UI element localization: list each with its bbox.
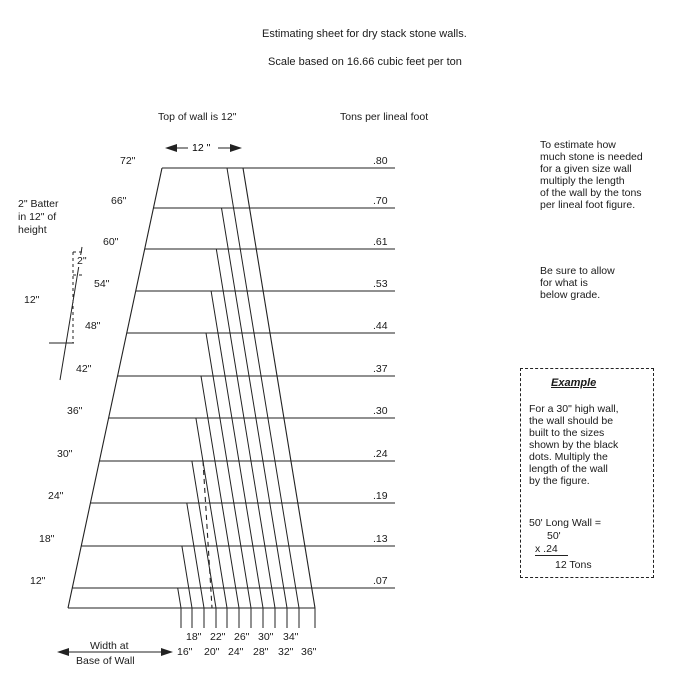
note-below-grade bbox=[540, 265, 615, 301]
batter-label-3: height bbox=[18, 224, 47, 236]
tons-label: .13 bbox=[373, 533, 388, 545]
tons-label: .24 bbox=[373, 448, 388, 460]
base-width-bottom-label: 36" bbox=[301, 646, 317, 658]
base-width-top-label: 34" bbox=[283, 631, 299, 643]
tons-label: .37 bbox=[373, 363, 388, 375]
height-label: 18" bbox=[39, 533, 55, 545]
tons-label: .80 bbox=[373, 155, 388, 167]
title-line-2: Scale based on 16.66 cubic feet per ton bbox=[268, 56, 462, 68]
note-estimate-line: much stone is needed bbox=[540, 151, 643, 163]
batter-run-label: 12" bbox=[24, 294, 40, 306]
tons-label: .61 bbox=[373, 236, 388, 248]
note-below-grade-line: Be sure to allow bbox=[540, 265, 615, 277]
tons-per-foot-header: Tons per lineal foot bbox=[340, 111, 429, 123]
example-body-line: For a 30" high wall, bbox=[529, 403, 619, 415]
tons-label: .19 bbox=[373, 490, 388, 502]
example-body-line: shown by the black bbox=[529, 439, 619, 451]
top-width-label: 12 " bbox=[192, 142, 211, 154]
height-label: 54" bbox=[94, 278, 110, 290]
note-estimate-line: for a given size wall bbox=[540, 163, 632, 175]
width-line bbox=[216, 249, 275, 608]
base-width-top-label: 30" bbox=[258, 631, 274, 643]
width-line bbox=[206, 333, 251, 608]
height-label: 24" bbox=[48, 490, 64, 502]
base-width-top-label: 22" bbox=[210, 631, 226, 643]
example-calc-2: x .24 bbox=[535, 543, 568, 556]
tons-label: .30 bbox=[373, 405, 388, 417]
example-body-line: built to the sizes bbox=[529, 427, 605, 439]
base-label-2: Base of Wall bbox=[76, 655, 135, 667]
tons-label: .53 bbox=[373, 278, 388, 290]
width-line bbox=[222, 208, 288, 608]
example-body bbox=[529, 403, 619, 487]
title-line-1: Estimating sheet for dry stack stone walls. bbox=[262, 28, 467, 40]
note-estimate-line: per lineal foot figure. bbox=[540, 199, 636, 211]
height-label: 36" bbox=[67, 405, 83, 417]
example-calc-1: 50' bbox=[547, 530, 561, 542]
base-width-bottom-label: 16" bbox=[177, 646, 193, 658]
base-width-top-label: 26" bbox=[234, 631, 250, 643]
example-body-line: the wall should be bbox=[529, 415, 614, 427]
base-width-bottom-label: 28" bbox=[253, 646, 269, 658]
wall-outline bbox=[68, 168, 315, 608]
example-heading: Example bbox=[551, 377, 597, 389]
base-label-1: Width at bbox=[90, 640, 129, 652]
top-of-wall-label: Top of wall is 12" bbox=[158, 111, 237, 123]
height-label: 48" bbox=[85, 320, 101, 332]
tons-label: .07 bbox=[373, 575, 388, 587]
batter-label-1: 2" Batter bbox=[18, 198, 59, 210]
example-body-line: dots. Multiply the bbox=[529, 451, 608, 463]
width-line bbox=[178, 588, 181, 608]
base-width-bottom-label: 20" bbox=[204, 646, 220, 658]
tons-label: .44 bbox=[373, 320, 388, 332]
example-box bbox=[520, 368, 654, 578]
example-body-line: length of the wall bbox=[529, 463, 608, 475]
example-calc-result: 12 Tons bbox=[555, 559, 592, 571]
example-calc-title: 50' Long Wall = bbox=[529, 517, 601, 529]
base-width-bottom-label: 24" bbox=[228, 646, 244, 658]
note-below-grade-line: for what is bbox=[540, 277, 588, 289]
base-width-top-label: 18" bbox=[186, 631, 202, 643]
height-label: 30" bbox=[57, 448, 73, 460]
height-label: 12" bbox=[30, 575, 46, 587]
height-label: 72" bbox=[120, 155, 136, 167]
batter-label-2: in 12" of bbox=[18, 211, 57, 223]
note-estimate-line: multiply the length bbox=[540, 175, 625, 187]
note-estimate-line: To estimate how bbox=[540, 139, 616, 151]
example-body-line: by the figure. bbox=[529, 475, 590, 487]
tons-label: .70 bbox=[373, 195, 388, 207]
height-label: 42" bbox=[76, 363, 92, 375]
height-label: 60" bbox=[103, 236, 119, 248]
width-lines bbox=[178, 168, 315, 628]
height-label: 66" bbox=[111, 195, 127, 207]
width-line bbox=[227, 168, 299, 608]
note-estimate bbox=[540, 139, 643, 211]
note-below-grade-line: below grade. bbox=[540, 289, 601, 301]
width-line bbox=[182, 546, 192, 608]
note-estimate-line: of the wall by the tons bbox=[540, 187, 642, 199]
batter-small-label: 2" bbox=[77, 255, 87, 267]
base-width-bottom-label: 32" bbox=[278, 646, 294, 658]
row-lines bbox=[72, 168, 395, 588]
width-line bbox=[201, 376, 239, 608]
